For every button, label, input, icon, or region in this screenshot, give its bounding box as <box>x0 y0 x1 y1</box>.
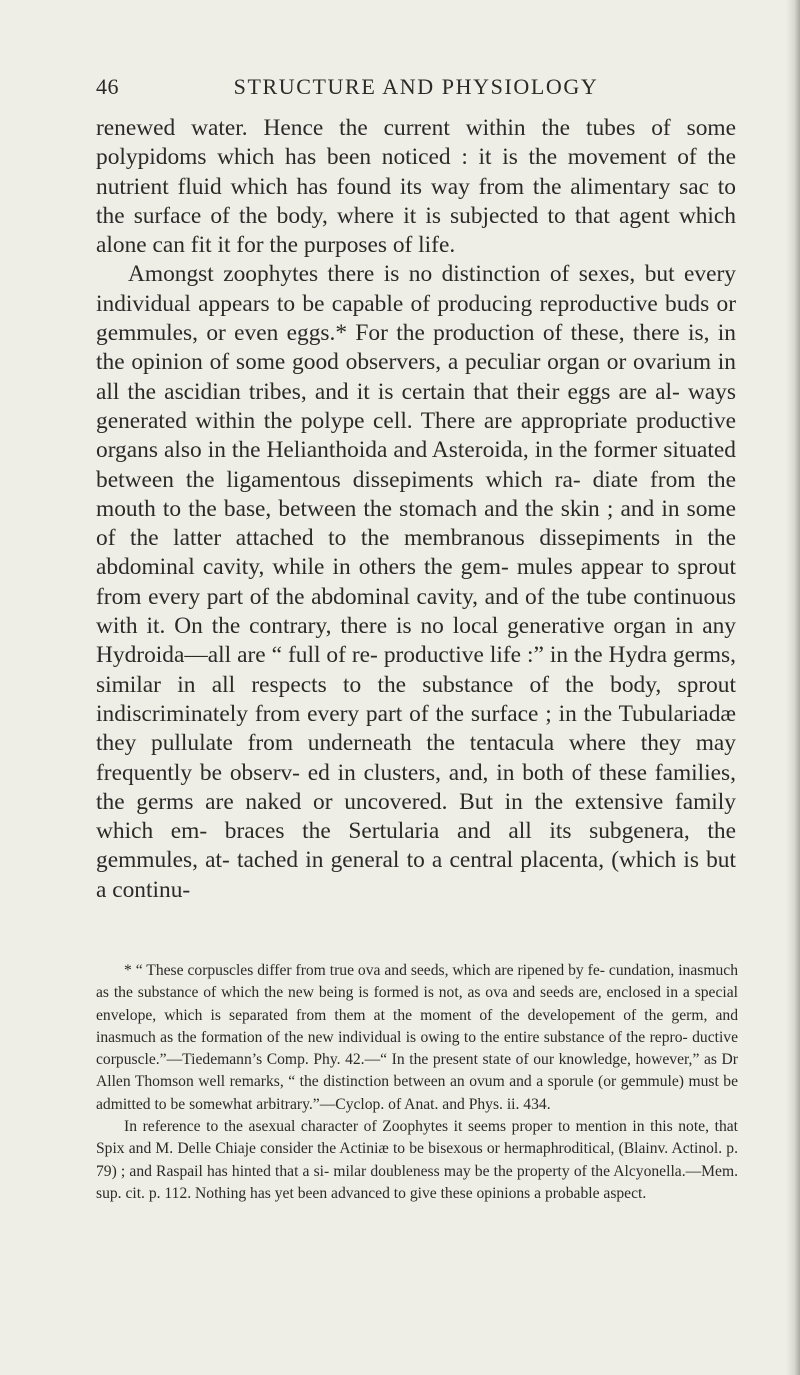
body-paragraph: renewed water. Hence the current within the tubes of some polypidoms which has been noticed : it is the movement of the nutrient fluid which has found its way from the alimentary sac to the surface of the body, where it is subjected to that agent which alone can fit it for the purposes of life. <box>96 115 736 259</box>
body-paragraph: Amongst zoophytes there is no distinction of sexes, but every individual appears to be capable of producing reproductive buds or gemmules, or even eggs.* For the production of these, there is, in the opinion of some good observers, a peculiar organ or ovarium in all the ascidian tribes, and it is certain that their eggs are al- ways generated within the polype cell. There are appropriate productive organs also in the Helianthoida and Asteroida, in the former situated between the ligamentous dissepiments which ra- diate from the mouth to the base, between the stomach and the skin ; and in some of the latter attached to the membranous dissepiments in the abdominal cavity, while in others the gem- mules appear to sprout from every part of the abdominal cavity, and of the tube continuous with it. On the contrary, there is no local generative organ in any Hydroida—all are “ full of re- productive life :” in the Hydra germs, similar in all respects to the substance of the body, sprout indiscriminately from every part of the surface ; in the Tubulariadæ they pullulate from underneath the tentacula where they may frequently be observ- ed in clusters, and, in both of these families, the germs are naked or uncovered. But in the extensive family which em- braces the Sertularia and all its subgenera, the gemmules, at- tached in general to a central placenta, (which is but a continu- <box>96 261 736 903</box>
running-head: STRUCTURE AND PHYSIOLOGY <box>233 74 599 99</box>
footnote-paragraph: * “ These corpuscles differ from true ova and seeds, which are ripened by fe- cundation, inasmuch as the substance of which the new being is formed is not, as ova and seeds are, enclosed in a special envelope, which is separated from them at the moment of the developement of the germ, and inasmuch as the formation of the new individual is owing to the entire substance of the repro- ductive corpuscle.”—Tiedemann’s Comp. Phy. 42.—“ In the present state of our knowledge, however,” as Dr Allen Thomson well remarks, “ the distinction between an ovum and a sporule (or gemmule) must be admitted to be somewhat arbitrary.”—Cyclop. of Anat. and Phys. ii. 434. <box>96 962 738 1113</box>
footnote <box>96 960 738 1205</box>
page-header <box>96 74 736 108</box>
body-text <box>96 114 736 905</box>
page-number: 46 <box>96 74 119 99</box>
footnote-paragraph: In reference to the asexual character of Zoophytes it seems proper to mention in this note, that Spix and M. Delle Chiaje consider the Actiniæ to be bisexous or hermaphroditical, (Blainv. Actinol. p. 79) ; and Raspail has hinted that a si- milar doubleness may be the property of the Alcyonella.—Mem. sup. cit. p. 112. Nothing has yet been advanced to give these opinions a probable aspect. <box>96 1118 738 1202</box>
page-edge-shadow <box>786 0 800 1375</box>
